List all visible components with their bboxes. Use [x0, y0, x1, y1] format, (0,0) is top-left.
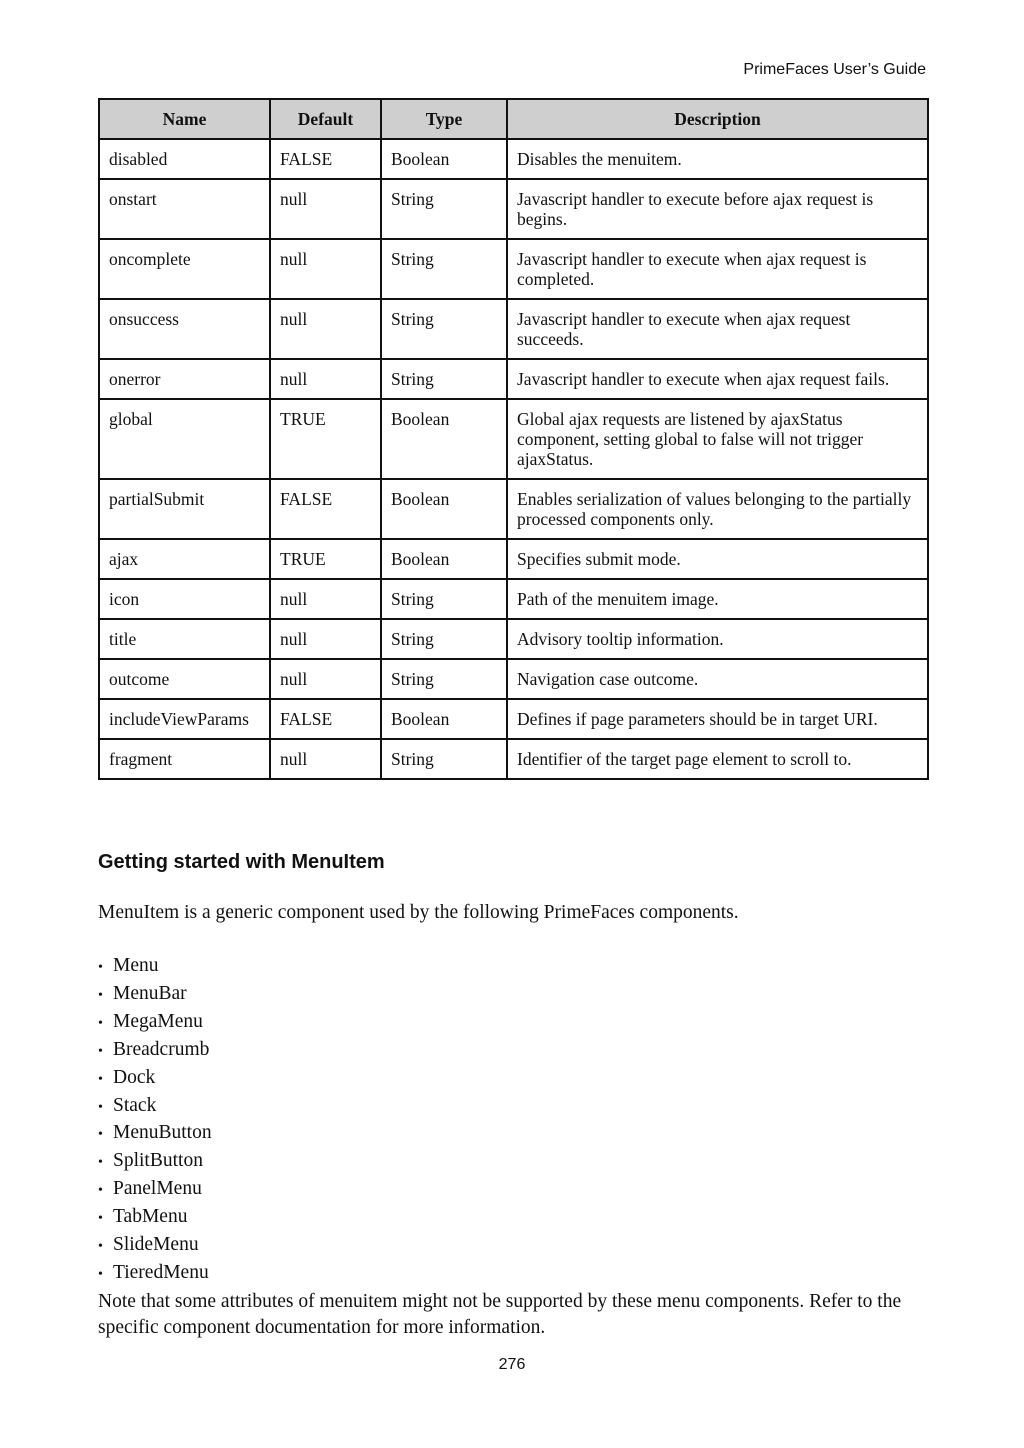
table-row	[99, 739, 928, 779]
cell-description: Javascript handler to execute when ajax request is completed.	[507, 239, 928, 299]
cell-default: FALSE	[270, 699, 381, 739]
list-item: • MenuButton	[98, 1120, 212, 1148]
cell-default: TRUE	[270, 399, 381, 479]
cell-name: partialSubmit	[99, 479, 270, 539]
table-row	[99, 239, 928, 299]
cell-description: Identifier of the target page element to scroll to.	[507, 739, 928, 779]
list-item: • TabMenu	[98, 1204, 212, 1232]
table-row	[99, 659, 928, 699]
cell-description: Advisory tooltip information.	[507, 619, 928, 659]
cell-description: Navigation case outcome.	[507, 659, 928, 699]
cell-description: Enables serialization of values belonging to the partially processed components only.	[507, 479, 928, 539]
note-paragraph: Note that some attributes of menuitem might not be supported by these menu components. Refer to the specific component documentation for more information.	[98, 1291, 902, 1338]
list-item: • Dock	[98, 1065, 212, 1093]
cell-type: Boolean	[381, 539, 507, 579]
cell-description: Path of the menuitem image.	[507, 579, 928, 619]
table-header-row	[99, 99, 928, 139]
cell-default: null	[270, 299, 381, 359]
column-header-default: Default	[270, 99, 381, 139]
cell-description: Javascript handler to execute before ajax request is begins.	[507, 179, 928, 239]
list-item: • MenuBar	[98, 981, 212, 1009]
cell-default: null	[270, 239, 381, 299]
cell-type: String	[381, 659, 507, 699]
cell-type: Boolean	[381, 479, 507, 539]
cell-name: onstart	[99, 179, 270, 239]
table-row	[99, 619, 928, 659]
cell-type: String	[381, 239, 507, 299]
cell-name: oncomplete	[99, 239, 270, 299]
attributes-table	[98, 98, 929, 780]
cell-description: Disables the menuitem.	[507, 139, 928, 179]
cell-type: String	[381, 179, 507, 239]
column-header-type: Type	[381, 99, 507, 139]
cell-name: outcome	[99, 659, 270, 699]
list-item: • SlideMenu	[98, 1232, 212, 1260]
section-heading: Getting started with MenuItem	[98, 851, 385, 873]
cell-default: FALSE	[270, 139, 381, 179]
cell-default: null	[270, 739, 381, 779]
cell-default: null	[270, 659, 381, 699]
cell-type: Boolean	[381, 399, 507, 479]
cell-type: String	[381, 739, 507, 779]
cell-name: disabled	[99, 139, 270, 179]
cell-default: null	[270, 619, 381, 659]
cell-description: Defines if page parameters should be in target URI.	[507, 699, 928, 739]
intro-paragraph: MenuItem is a generic component used by the following PrimeFaces components.	[98, 902, 739, 923]
list-item: • Stack	[98, 1093, 212, 1121]
cell-description: Global ajax requests are listened by ajaxStatus component, setting global to false will not trigger ajaxStatus.	[507, 399, 928, 479]
cell-default: null	[270, 359, 381, 399]
cell-default: null	[270, 179, 381, 239]
list-item: • MegaMenu	[98, 1009, 212, 1037]
cell-description: Specifies submit mode.	[507, 539, 928, 579]
column-header-description: Description	[507, 99, 928, 139]
cell-type: String	[381, 619, 507, 659]
table-row	[99, 359, 928, 399]
cell-type: String	[381, 359, 507, 399]
page-number: 276	[498, 1356, 526, 1373]
cell-name: fragment	[99, 739, 270, 779]
table-row	[99, 179, 928, 239]
table-row	[99, 579, 928, 619]
table-row	[99, 139, 928, 179]
table-row	[99, 399, 928, 479]
cell-default: TRUE	[270, 539, 381, 579]
cell-description: Javascript handler to execute when ajax request succeeds.	[507, 299, 928, 359]
cell-type: Boolean	[381, 699, 507, 739]
cell-type: String	[381, 579, 507, 619]
cell-name: icon	[99, 579, 270, 619]
table-row	[99, 299, 928, 359]
table-row	[99, 699, 928, 739]
column-header-name: Name	[99, 99, 270, 139]
cell-name: includeViewParams	[99, 699, 270, 739]
cell-default: null	[270, 579, 381, 619]
running-header: PrimeFaces User’s Guide	[743, 61, 926, 78]
component-list	[98, 953, 212, 1288]
cell-name: ajax	[99, 539, 270, 579]
cell-name: onerror	[99, 359, 270, 399]
list-item: • PanelMenu	[98, 1176, 212, 1204]
cell-name: onsuccess	[99, 299, 270, 359]
table-row	[99, 539, 928, 579]
table-row	[99, 479, 928, 539]
cell-name: title	[99, 619, 270, 659]
list-item: • SplitButton	[98, 1148, 212, 1176]
list-item: • TieredMenu	[98, 1260, 212, 1288]
cell-type: Boolean	[381, 139, 507, 179]
table-body	[99, 139, 928, 779]
cell-description: Javascript handler to execute when ajax request fails.	[507, 359, 928, 399]
list-item: • Menu	[98, 953, 212, 981]
cell-name: global	[99, 399, 270, 479]
cell-type: String	[381, 299, 507, 359]
list-item: • Breadcrumb	[98, 1037, 212, 1065]
cell-default: FALSE	[270, 479, 381, 539]
